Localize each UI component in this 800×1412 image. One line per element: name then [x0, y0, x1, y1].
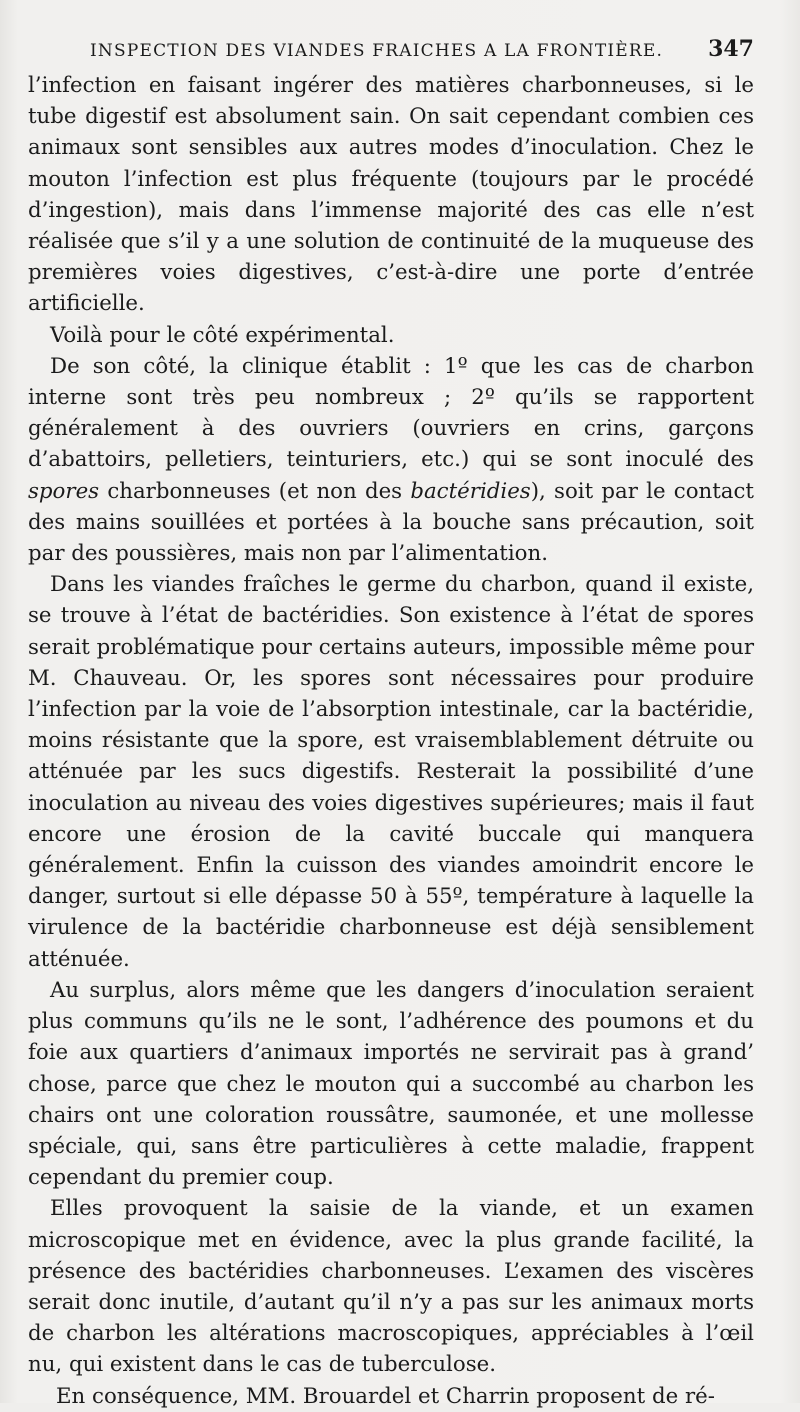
paragraph-3-part-3: ), soit par le contact des mains souillées et portées à la bouche sans précaution, soit par des poussières, mais non par l’alimentation. [28, 478, 754, 567]
paragraph-5: Au surplus, alors même que les dangers d’inoculation seraient plus communs qu’ils ne le sont, l’adhérence des poumons et du foie aux quartiers d’animaux importés ne servirait pas à grand’ chose, parce que chez le mouton qui a succombé au charbon les chairs ont une coloration roussâtre, saumonée, et une mollesse spéciale, qui, sans être particulières à cette maladie, frappent cependant du premier coup. [28, 977, 754, 1191]
page-number: 347 [708, 36, 754, 62]
paragraph-3-italic-bacteridies: bactéridies [410, 478, 531, 504]
running-head [90, 36, 754, 62]
body-text [28, 70, 754, 1412]
paragraph-3-part-1: De son côté, la clinique établit : 1º que les cas de charbon interne sont très peu nombreux ; 2º qu’ils se rapportent généralement à des ouvriers (ouvriers en crins, garçons d’abattoirs, pelletiers, teinturiers, etc.) qui se sont inoculé des [28, 353, 754, 473]
paragraph-7: En conséquence, MM. Brouardel et Charrin proposent de ré- [56, 1383, 715, 1409]
paragraph-6: Elles provoquent la saisie de la viande, et un examen microscopique met en évidence, avec la plus grande facilité, la présence des bactéridies charbonneuses. L’examen des viscères serait donc inutile, d’autant qu’il n’y a pas sur les animaux morts de charbon les altérations macroscopiques, appréciables à l’œil nu, qui existent dans le cas de tuberculose. [28, 1196, 754, 1378]
paragraph-4: Dans les viandes fraîches le germe du charbon, quand il existe, se trouve à l’état de bactéridies. Son existence à l’état de spores serait problématique pour certains auteurs, impossible même pour M. Chauveau. Or, les spores sont nécessaires pour produire l’infection par la voie de l’absorption intestinale, car la bactéridie, moins résistante que la spore, est vraisemblablement détruite ou atténuée par les sucs digestifs. Resterait la possibilité d’une inoculation au niveau des voies digestives supérieures; mais il faut encore une érosion de la cavité buccale qui manquera généralement. Enfin la cuisson des viandes amoindrit encore le danger, surtout si elle dépasse 50 à 55º, température à laquelle la virulence de la bactéridie charbonneuse est déjà sensiblement atténuée. [28, 572, 754, 972]
paragraph-3 [28, 351, 754, 569]
paragraph-3-part-2: charbonneuses (et non des [99, 478, 411, 504]
paragraph-2: Voilà pour le côté expérimental. [50, 322, 395, 348]
paragraph-3-italic-spores: spores [28, 478, 100, 504]
paragraph-1: l’infection en faisant ingérer des matières charbonneuses, si le tube digestif est absolument sain. On sait cependant combien ces animaux sont sensibles aux autres modes d’inoculation. Chez le mouton l’infection est plus fréquente (toujours par le procédé d’ingestion), mais dans l’immense majorité des cas elle n’est réalisée que s’il y a une solution de continuité de la muqueuse des premières voies digestives, c’est-à-dire une porte d’entrée artificielle. [28, 73, 754, 317]
running-title: INSPECTION DES VIANDES FRAICHES A LA FRONTIÈRE. [90, 41, 664, 61]
